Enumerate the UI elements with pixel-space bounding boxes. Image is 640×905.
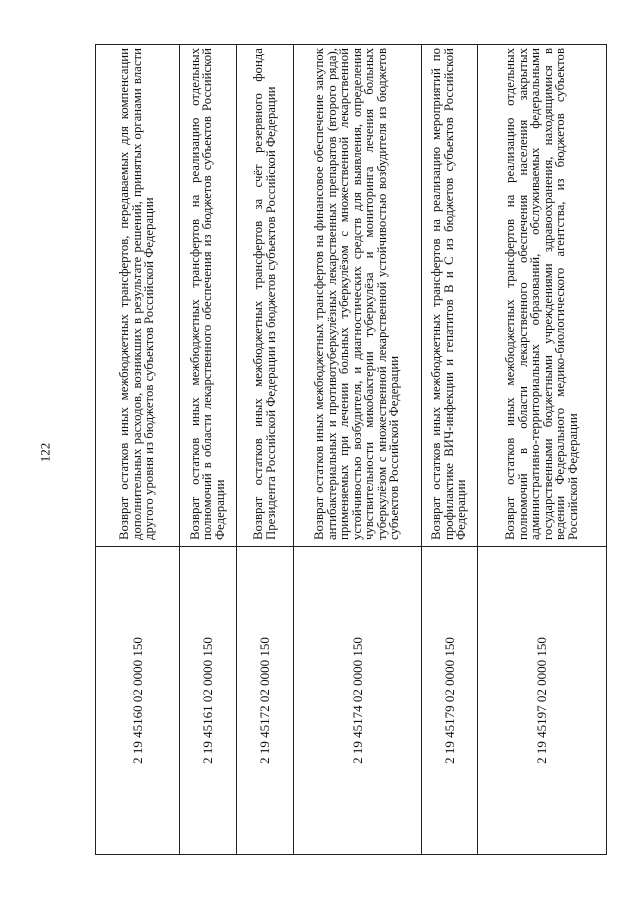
budget-code-cell: 2 19 45174 02 0000 150 xyxy=(294,547,422,855)
description-cell: Возврат остатков иных межбюджетных трансфертов на реализацию отдельных полномочий в области лекарственного обеспечения из бюджетов субъектов Российской Федерации xyxy=(180,45,237,547)
description-cell: Возврат остатков иных межбюджетных трансфертов за счёт резервного фонда Президента Российской Федерации из бюджетов субъектов Российской Федерации xyxy=(237,45,294,547)
budget-code-table xyxy=(95,44,607,855)
page-number: 122 xyxy=(37,442,53,463)
table-row xyxy=(294,45,422,855)
table-row xyxy=(180,45,237,855)
budget-code-cell: 2 19 45160 02 0000 150 xyxy=(96,547,180,855)
budget-code-cell: 2 19 45197 02 0000 150 xyxy=(478,547,607,855)
budget-code-cell: 2 19 45172 02 0000 150 xyxy=(237,547,294,855)
description-cell: Возврат остатков иных межбюджетных трансфертов, передаваемых для компенсации дополнительных расходов, возникших в результате решений, принятых органами власти другого уровня из бюджетов субъектов Российской Федерации xyxy=(96,45,180,547)
rotated-table-container xyxy=(95,45,625,855)
table-row xyxy=(478,45,607,855)
description-cell: Возврат остатков иных межбюджетных трансфертов на финансовое обеспечение закупок антибактериальных и противотуберкулёзных лекарственных препаратов (второго ряда), применяемых при лечении больных туберкулёзом с множественной лекарственной устойчивостью возбудителя, и диагностических средств для выявления, определения чувствительности микобактерии туберкулёза и мониторинга лечения больных туберкулёзом с множественной лекарственной устойчивостью возбудителя из бюджетов субъектов Российской Федерации xyxy=(294,45,422,547)
budget-code-cell: 2 19 45161 02 0000 150 xyxy=(180,547,237,855)
table-row xyxy=(422,45,478,855)
table-row xyxy=(237,45,294,855)
description-cell: Возврат остатков иных межбюджетных трансфертов на реализацию отдельных полномочий в области лекарственного обеспечения населения закрытых административно-территориальных образований, обслуживаемых федеральными государственными бюджетными учреждениями здравоохранения, находящимися в ведении Федерального медико-биологического агентства, из бюджетов субъектов Российской Федерации xyxy=(478,45,607,547)
table-row xyxy=(96,45,180,855)
budget-code-cell: 2 19 45179 02 0000 150 xyxy=(422,547,478,855)
description-cell: Возврат остатков иных межбюджетных трансфертов на реализацию мероприятий по профилактике ВИЧ-инфекции и гепатитов B и C из бюджетов субъектов Российской Федерации xyxy=(422,45,478,547)
